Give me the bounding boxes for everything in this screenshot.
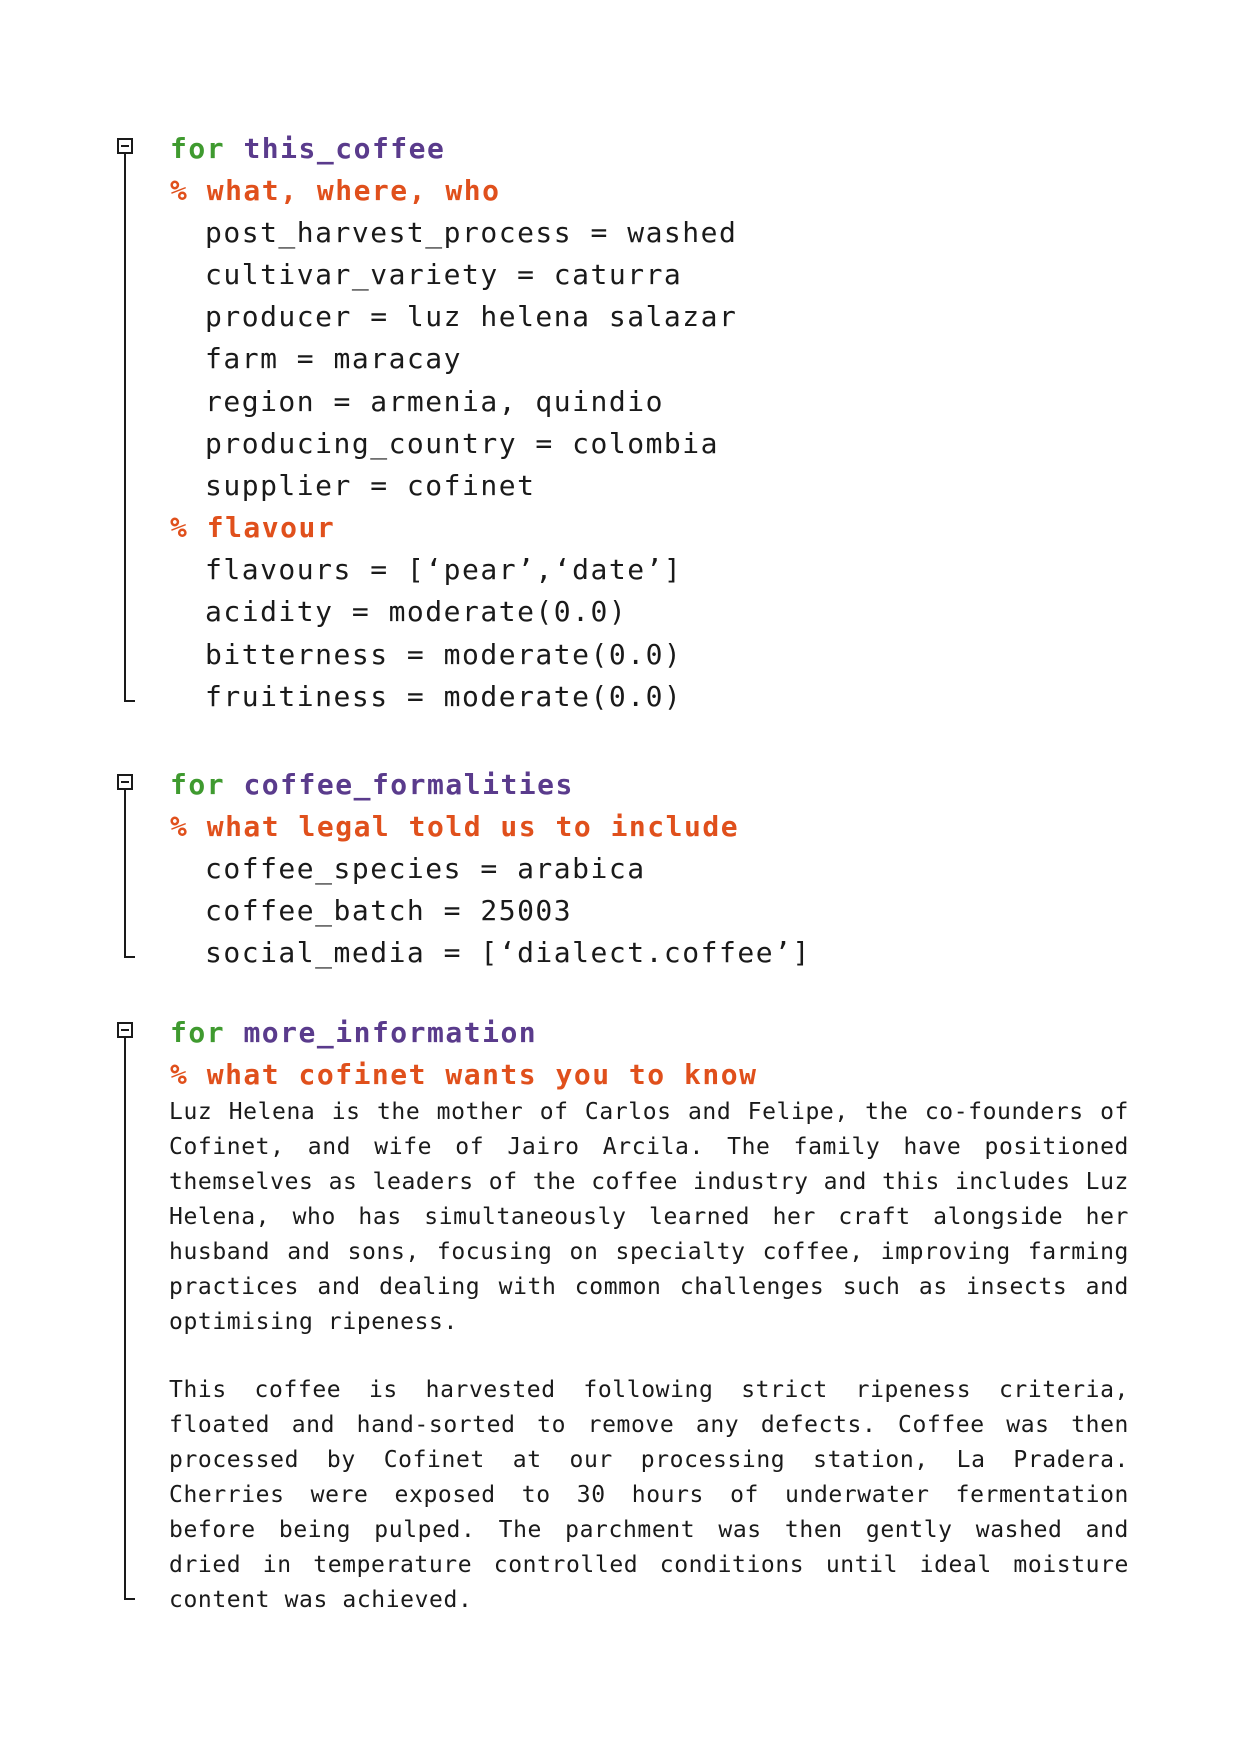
fold-guide-end [124,956,135,958]
for-keyword: for [170,768,226,801]
fold-toggle-icon[interactable] [117,1022,133,1038]
block-header-coffee-formalities [170,769,574,801]
for-keyword: for [170,132,226,165]
section-comment: % what legal told us to include [170,810,740,843]
field-line: coffee_species = arabica [205,852,646,885]
field-line: flavours = [‘pear’,‘date’] [205,553,683,586]
section-comment: % flavour [170,511,336,544]
fold-guide-end [124,1598,135,1600]
block-name: coffee_formalities [243,768,574,801]
for-keyword: for [170,1016,226,1049]
block-header-this-coffee [170,133,445,165]
field-line: region = armenia, quindio [205,385,664,418]
fold-toggle-icon[interactable] [117,774,133,790]
info-paragraph: This coffee is harvested following strict ripeness criteria, floated and hand-sorted to remove any defects. Coffee was then processed by Cofinet at our processing station, La Pradera. Cherries were exposed to 30 hours of underwater fermentation before being pulped. The parchment was then gently washed and dried in temperature controlled conditions until ideal moisture content was achieved. [169,1377,1129,1613]
field-line: producing_country = colombia [205,427,720,460]
field-line: acidity = moderate(0.0) [205,595,628,628]
block-name: this_coffee [243,132,446,165]
section-comment: % what, where, who [170,174,501,207]
fold-toggle-icon[interactable] [117,138,133,154]
fold-guide-line [124,154,126,702]
fold-guide-end [124,700,135,702]
block-header-more-information [170,1017,537,1049]
section-comment: % what cofinet wants you to know [170,1058,758,1091]
field-line: supplier = cofinet [205,469,536,502]
field-line: bitterness = moderate(0.0) [205,638,683,671]
field-line: social_media = [‘dialect.coffee’] [205,936,811,969]
info-paragraph: Luz Helena is the mother of Carlos and Felipe, the co-founders of Cofinet, and wife of Jairo Arcila. The family have positioned themselves as leaders of the coffee industry and this includes Luz Helena, who has simultaneously learned her craft alongside her husband and sons, focusing on specialty coffee, improving farming practices and dealing with common challenges such as insects and optimising ripeness. [169,1099,1129,1335]
field-line: producer = luz helena salazar [205,300,738,333]
fold-guide-line [124,790,126,958]
block-name: more_information [243,1016,538,1049]
fold-guide-line [124,1038,126,1600]
field-line: cultivar_variety = caturra [205,258,683,291]
field-line: fruitiness = moderate(0.0) [205,680,683,713]
field-line: farm = maracay [205,342,463,375]
field-line: coffee_batch = 25003 [205,894,573,927]
field-line: post_harvest_process = washed [205,216,738,249]
